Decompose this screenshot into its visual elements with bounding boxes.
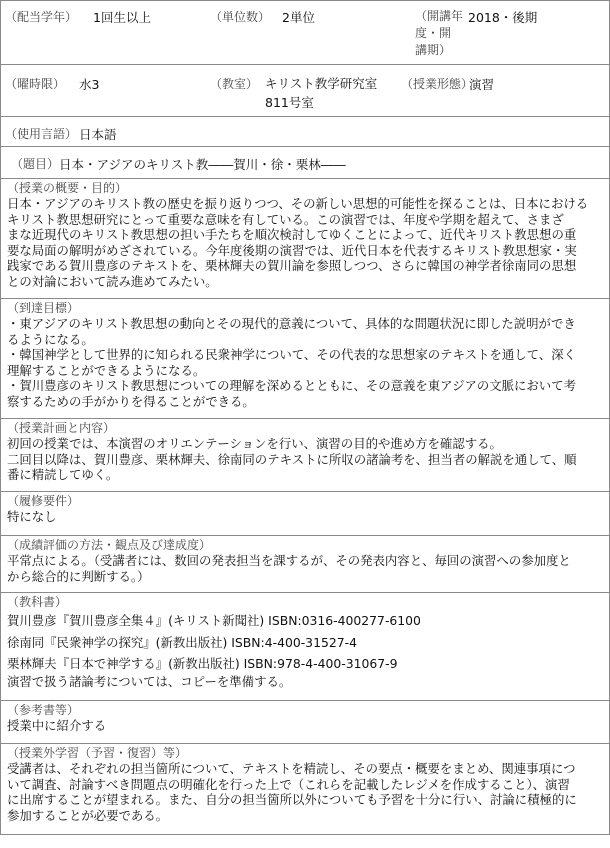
goals-section — [1, 299, 609, 419]
goals-line: 察するための手がかりを得ることができる。 — [7, 393, 255, 409]
grading-label: （成績評価の方法・観点及び達成度） — [7, 538, 212, 552]
title-row — [1, 147, 609, 179]
format-label: （授業形態） — [401, 77, 474, 91]
grade-label: （配当学年） — [5, 10, 78, 24]
plan-line: 番に精読してゆく。 — [7, 467, 119, 483]
prereq-line: 特になし — [7, 509, 57, 524]
outside-study-line: いて調査、討論すべき問題点の明確化を行った上で（これらを記載したレジメを作成すること）、演習 — [7, 776, 570, 792]
goals-line: 理解することができるようになる。 — [7, 362, 206, 378]
language-label: （使用言語） — [5, 127, 78, 141]
overview-line: 要な局面の解明がめざされている。今年度後期の演習では、近代日本を代表するキリスト教思想家・実 — [7, 242, 577, 258]
period-label-line-2: 度・開 — [415, 26, 452, 40]
outside-study-body — [1, 761, 609, 823]
goals-line: ・韓国神学として世界的に知られる民衆神学について、その代表的な思想家のテキストを通して、深く — [7, 347, 576, 363]
credits-label: （単位数） — [210, 10, 271, 24]
prereq-body — [1, 509, 609, 525]
grading-body — [1, 553, 609, 584]
goals-line: ・賀川豊彦のキリスト教思想についての理解を深めるとともに、その意義を東アジアの文脈において考 — [7, 378, 576, 394]
goals-line: ・東アジアのキリスト教思想の動向とその現代的意義について、具体的な問題状況に即した説明ができ — [7, 316, 576, 331]
textbook-entry: 賀川豊彦『賀川豊彦全集４』(キリスト新聞社) ISBN:0316-400277-6100 — [7, 613, 421, 628]
room-value — [265, 74, 377, 112]
grading-line: から総合的に判断する。） — [7, 568, 150, 584]
period-label — [415, 8, 463, 59]
day-value: 水3 — [79, 77, 100, 92]
overview-line: との対論において読み進めてみたい。 — [7, 273, 218, 289]
language-value: 日本語 — [79, 127, 117, 142]
outside-study-section — [1, 744, 609, 834]
schedule-row — [1, 65, 609, 117]
room-label: （教室） — [210, 77, 259, 91]
plan-section — [1, 419, 609, 492]
prereq-label: （履修要件） — [7, 494, 80, 508]
plan-line: 初回の授業では、本演習のオリエンテーションを行い、演習の目的や進め方を確認する。 — [7, 436, 502, 451]
outside-study-line: に出席することが望まれる。また、自分の担当箇所以外についても予習を十分に行い、討論に積極的に — [7, 792, 577, 808]
outside-study-line: 参加することが必要である。 — [7, 807, 169, 823]
outside-study-label: （授業外学習（予習・復習）等） — [7, 746, 188, 760]
language-row — [1, 117, 609, 147]
grade-value: 1回生以上 — [93, 10, 151, 25]
goals-label: （到達目標） — [7, 301, 80, 315]
textbook-entry: 栗林輝夫『日本で神学する』(新教出版社) ISBN:978-4-400-31067-9 — [7, 656, 398, 671]
grading-section — [1, 536, 609, 593]
plan-line: 二回目以降は、賀川豊彦、栗林輝夫、徐南同のテキストに所収の諸論考を、担当者の解説を通して、順 — [7, 451, 577, 467]
textbooks-body — [1, 610, 609, 690]
overview-body — [1, 196, 609, 290]
goals-body — [1, 316, 609, 410]
course-meta-row — [1, 1, 609, 65]
period-label-line-1: （開講年 — [415, 9, 464, 23]
outside-study-line: 受講者は、それぞれの担当箇所について、テキストを精読し、その要点・概要をまとめ、関連事項につ — [7, 761, 576, 776]
plan-label: （授業計画と内容） — [7, 421, 116, 435]
references-body — [1, 718, 609, 734]
overview-section — [1, 179, 609, 299]
overview-label: （授業の概要・目的） — [7, 181, 128, 195]
period-label-line-3: 講期） — [415, 43, 452, 57]
prereq-section — [1, 492, 609, 536]
title-value: 日本・アジアのキリスト教――賀川・徐・栗林―― — [59, 157, 346, 172]
overview-line: キリスト教思想研究にとって重要な意味を有している。この演習では、年度や学期を超えて、さまざ — [7, 211, 564, 227]
textbooks-label: （教科書） — [7, 595, 68, 609]
credits-value: 2単位 — [282, 10, 315, 25]
references-section — [1, 701, 609, 744]
title-label: （題目） — [11, 157, 60, 171]
plan-body — [1, 436, 609, 483]
period-value: 2018・後期 — [468, 10, 538, 25]
references-label: （参考書等） — [7, 703, 80, 717]
overview-line: まな近現代のキリスト教思想の担い手たちを順次検討してゆくことによって、近代キリスト教思想の重 — [7, 227, 577, 243]
goals-line: るようになる。 — [7, 331, 94, 347]
references-line: 授業中に紹介する — [7, 718, 107, 733]
textbooks-section — [1, 593, 609, 701]
overview-line: 日本・アジアのキリスト教の歴史を振り返りつつ、その新しい思想的可能性を探ることは、日本における — [7, 196, 589, 211]
textbook-entry: 演習で扱う諸論考については、コピーを準備する。 — [7, 674, 292, 689]
grading-line: 平常点による。（受講者には、数回の発表担当を課するが、その発表内容と、毎回の演習への参加度と — [7, 553, 571, 568]
textbook-entry: 徐南同『民衆神学の探究』(新教出版社) ISBN:4-400-31527-4 — [7, 635, 357, 650]
overview-line: 践家である賀川豊彦のテキストを、栗林輝夫の賀川論を参照しつつ、さらに韓国の神学者徐南同の思想 — [7, 258, 577, 274]
room-value-line-2: 811号室 — [265, 95, 314, 110]
day-label: （曜時限） — [5, 77, 66, 91]
format-value: 演習 — [469, 77, 495, 92]
room-value-line-1: キリスト教学研究室 — [265, 76, 378, 91]
